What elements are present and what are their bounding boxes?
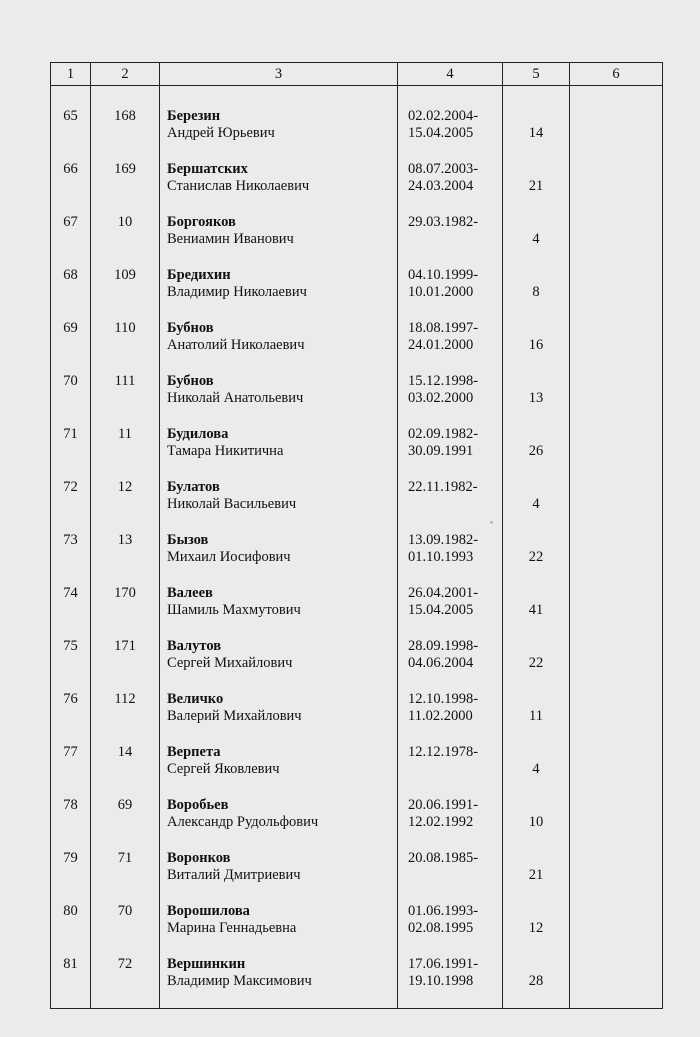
date-start: 01.06.1993- <box>408 902 479 919</box>
empty-col-6 <box>570 797 663 850</box>
given-names: Анатолий Николаевич <box>167 336 305 353</box>
value-cell: 16 <box>503 320 570 373</box>
row-index: 66 <box>51 161 91 214</box>
record-number: 112 <box>91 691 160 744</box>
empty-col-6 <box>570 744 663 797</box>
date-end: 12.02.1992 <box>408 813 474 830</box>
value-cell: 26 <box>503 426 570 479</box>
surname: Березин <box>167 108 221 124</box>
value-cell: 41 <box>503 585 570 638</box>
date-range-cell <box>398 638 503 691</box>
table-row <box>51 956 663 1009</box>
given-names: Шамиль Махмутович <box>167 601 301 618</box>
table-row <box>51 479 663 532</box>
record-number: 111 <box>91 373 160 426</box>
person-name-cell <box>160 373 398 426</box>
record-number: 72 <box>91 956 160 1009</box>
scan-speck <box>490 521 493 524</box>
surname: Бызов <box>167 531 209 548</box>
date-range-cell <box>398 479 503 532</box>
row-index: 79 <box>51 850 91 903</box>
person-name-cell <box>160 426 398 479</box>
given-names: Виталий Дмитриевич <box>167 866 301 883</box>
record-number: 171 <box>91 638 160 691</box>
record-number: 169 <box>91 161 160 214</box>
row-index: 71 <box>51 426 91 479</box>
person-name-cell <box>160 850 398 903</box>
header-col-2: 2 <box>91 63 160 86</box>
date-range-cell <box>398 797 503 850</box>
surname: Величко <box>167 690 224 707</box>
row-index: 80 <box>51 903 91 956</box>
date-start: 12.10.1998- <box>408 690 479 707</box>
date-end: 02.08.1995 <box>408 919 474 936</box>
date-end: 19.10.1998 <box>408 972 474 989</box>
empty-col-6 <box>570 691 663 744</box>
value-cell: 22 <box>503 532 570 585</box>
date-range-cell <box>398 956 503 1009</box>
given-names: Николай Анатольевич <box>167 389 304 406</box>
header-col-5: 5 <box>503 63 570 86</box>
value-cell: 4 <box>503 214 570 267</box>
date-start: 04.10.1999- <box>408 266 479 283</box>
empty-col-6 <box>570 320 663 373</box>
table-row <box>51 638 663 691</box>
record-number: 14 <box>91 744 160 797</box>
row-index: 70 <box>51 373 91 426</box>
person-name-cell <box>160 214 398 267</box>
given-names: Владимир Николаевич <box>167 283 307 300</box>
surname: Верпета <box>167 743 221 760</box>
empty-col-6 <box>570 86 663 161</box>
table-row <box>51 214 663 267</box>
surname: Бершатских <box>167 160 248 177</box>
surname: Валеев <box>167 584 213 601</box>
date-range-cell <box>398 426 503 479</box>
surname: Валутов <box>167 637 222 654</box>
record-number: 13 <box>91 532 160 585</box>
date-start: 13.09.1982- <box>408 531 479 548</box>
record-number: 110 <box>91 320 160 373</box>
surname: Воробьев <box>167 796 229 813</box>
date-end: 15.04.2005 <box>408 125 474 141</box>
surname: Булатов <box>167 478 220 495</box>
header-col-4: 4 <box>398 63 503 86</box>
surname: Бубнов <box>167 319 214 336</box>
given-names: Станислав Николаевич <box>167 177 310 194</box>
row-index: 68 <box>51 267 91 320</box>
value-cell: 10 <box>503 797 570 850</box>
person-name-cell <box>160 86 398 161</box>
table-row <box>51 691 663 744</box>
person-name-cell <box>160 956 398 1009</box>
date-end: 03.02.2000 <box>408 389 474 406</box>
empty-col-6 <box>570 479 663 532</box>
date-end: 10.01.2000 <box>408 283 474 300</box>
empty-col-6 <box>570 161 663 214</box>
date-end: 15.04.2005 <box>408 601 474 618</box>
record-number: 109 <box>91 267 160 320</box>
value-cell: 28 <box>503 956 570 1009</box>
surname: Вершинкин <box>167 955 246 972</box>
record-number: 10 <box>91 214 160 267</box>
date-start: 12.12.1978- <box>408 743 479 760</box>
date-end <box>408 496 502 513</box>
given-names: Марина Геннадьевна <box>167 919 297 936</box>
table-row <box>51 532 663 585</box>
person-name-cell <box>160 744 398 797</box>
date-start: 28.09.1998- <box>408 637 479 654</box>
empty-col-6 <box>570 638 663 691</box>
date-range-cell <box>398 86 503 161</box>
row-index: 65 <box>51 86 91 161</box>
empty-col-6 <box>570 214 663 267</box>
surname: Ворошилова <box>167 902 250 919</box>
row-index: 67 <box>51 214 91 267</box>
date-start: 17.06.1991- <box>408 955 479 972</box>
surname: Будилова <box>167 425 229 442</box>
value-cell: 22 <box>503 638 570 691</box>
date-range-cell <box>398 320 503 373</box>
value-cell: 4 <box>503 479 570 532</box>
record-number: 70 <box>91 903 160 956</box>
personnel-table <box>50 62 663 1009</box>
date-range-cell <box>398 744 503 797</box>
table-row <box>51 320 663 373</box>
table-row <box>51 850 663 903</box>
given-names: Михаил Иосифович <box>167 548 291 565</box>
empty-col-6 <box>570 585 663 638</box>
empty-col-6 <box>570 903 663 956</box>
given-names: Вениамин Иванович <box>167 230 294 247</box>
date-start: 02.02.2004- <box>408 108 479 124</box>
date-range-cell <box>398 532 503 585</box>
date-end: 01.10.1993 <box>408 548 474 565</box>
date-end <box>408 761 502 778</box>
table-row <box>51 903 663 956</box>
row-index: 77 <box>51 744 91 797</box>
given-names: Тамара Никитична <box>167 442 284 459</box>
person-name-cell <box>160 161 398 214</box>
date-start: 08.07.2003- <box>408 160 479 177</box>
table-row <box>51 426 663 479</box>
date-start: 18.08.1997- <box>408 319 479 336</box>
person-name-cell <box>160 479 398 532</box>
person-name-cell <box>160 267 398 320</box>
value-cell: 13 <box>503 373 570 426</box>
header-col-1: 1 <box>51 63 91 86</box>
given-names: Александр Рудольфович <box>167 813 319 830</box>
person-name-cell <box>160 903 398 956</box>
table-header <box>51 63 663 86</box>
date-end: 11.02.2000 <box>408 707 473 724</box>
given-names: Владимир Максимович <box>167 972 312 989</box>
surname: Боргояков <box>167 213 236 230</box>
date-range-cell <box>398 691 503 744</box>
record-number: 170 <box>91 585 160 638</box>
empty-col-6 <box>570 267 663 320</box>
table-row <box>51 267 663 320</box>
surname: Бубнов <box>167 372 214 389</box>
row-index: 76 <box>51 691 91 744</box>
date-end <box>408 231 502 248</box>
record-number: 12 <box>91 479 160 532</box>
row-index: 78 <box>51 797 91 850</box>
empty-col-6 <box>570 426 663 479</box>
date-end <box>408 867 502 884</box>
row-index: 81 <box>51 956 91 1009</box>
date-end: 04.06.2004 <box>408 654 474 671</box>
record-number: 71 <box>91 850 160 903</box>
empty-col-6 <box>570 850 663 903</box>
given-names: Валерий Михайлович <box>167 707 302 724</box>
table-row <box>51 161 663 214</box>
date-range-cell <box>398 850 503 903</box>
date-start: 20.06.1991- <box>408 796 479 813</box>
person-name-cell <box>160 691 398 744</box>
date-end: 30.09.1991 <box>408 442 474 459</box>
header-col-6: 6 <box>570 63 663 86</box>
date-end: 24.03.2004 <box>408 177 474 194</box>
table-row <box>51 373 663 426</box>
date-range-cell <box>398 267 503 320</box>
empty-col-6 <box>570 956 663 1009</box>
given-names: Николай Васильевич <box>167 495 297 512</box>
surname: Бредихин <box>167 266 231 283</box>
row-index: 75 <box>51 638 91 691</box>
given-names: Андрей Юрьевич <box>167 125 275 141</box>
surname: Воронков <box>167 849 231 866</box>
date-range-cell <box>398 373 503 426</box>
date-range-cell <box>398 585 503 638</box>
table-row <box>51 744 663 797</box>
person-name-cell <box>160 320 398 373</box>
date-range-cell <box>398 214 503 267</box>
given-names: Сергей Михайлович <box>167 654 293 671</box>
value-cell: 12 <box>503 903 570 956</box>
value-cell: 4 <box>503 744 570 797</box>
value-cell: 14 <box>503 86 570 161</box>
empty-col-6 <box>570 532 663 585</box>
date-start: 15.12.1998- <box>408 372 479 389</box>
date-range-cell <box>398 903 503 956</box>
date-range-cell <box>398 161 503 214</box>
given-names: Сергей Яковлевич <box>167 760 280 777</box>
person-name-cell <box>160 797 398 850</box>
row-index: 74 <box>51 585 91 638</box>
date-start: 29.03.1982- <box>408 213 479 230</box>
date-end: 24.01.2000 <box>408 336 474 353</box>
person-name-cell <box>160 585 398 638</box>
value-cell: 21 <box>503 850 570 903</box>
header-row <box>51 63 663 86</box>
table-row <box>51 585 663 638</box>
date-start: 02.09.1982- <box>408 425 479 442</box>
row-index: 72 <box>51 479 91 532</box>
empty-col-6 <box>570 373 663 426</box>
person-name-cell <box>160 532 398 585</box>
value-cell: 21 <box>503 161 570 214</box>
value-cell: 11 <box>503 691 570 744</box>
person-name-cell <box>160 638 398 691</box>
date-start: 26.04.2001- <box>408 584 479 601</box>
row-index: 73 <box>51 532 91 585</box>
record-number: 168 <box>91 86 160 161</box>
date-start: 22.11.1982- <box>408 478 478 495</box>
date-start: 20.08.1985- <box>408 849 479 866</box>
table-row <box>51 797 663 850</box>
value-cell: 8 <box>503 267 570 320</box>
row-index: 69 <box>51 320 91 373</box>
record-number: 69 <box>91 797 160 850</box>
table-row <box>51 86 663 161</box>
record-number: 11 <box>91 426 160 479</box>
header-col-3: 3 <box>160 63 398 86</box>
table-body <box>51 86 663 1009</box>
